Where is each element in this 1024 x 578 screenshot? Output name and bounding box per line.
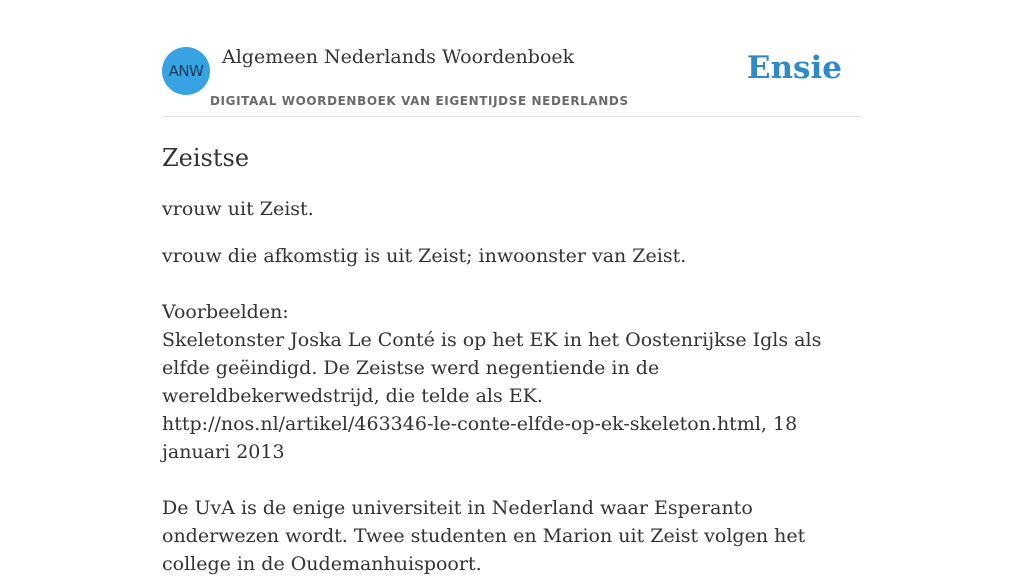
examples-heading: Voorbeelden: (162, 301, 289, 323)
example-text: De UvA is de enige universiteit in Nederland waar Esperanto onderwezen wordt. Twee studenten en Marion uit Zeist volgen het college in de Oudemanhuispoort. (162, 497, 806, 575)
spacer (162, 270, 862, 298)
spacer (162, 466, 862, 494)
entry-content (162, 242, 862, 578)
site-subtitle: DIGITAAL WOORDENBOEK VAN EIGENTIJDSE NEDERLANDS (210, 94, 629, 108)
site-title[interactable]: Algemeen Nederlands Woordenboek (222, 46, 575, 68)
logo-text: ANW (168, 62, 204, 80)
ensie-brand-link[interactable]: Ensie (746, 50, 842, 86)
entry-title: Zeistse (162, 144, 250, 172)
anw-logo[interactable] (162, 47, 210, 95)
site-header (162, 0, 862, 117)
example-source: http://nos.nl/artikel/463346-le-conte-elfde-op-ek-skeleton.html, 18 januari 2013 (162, 413, 798, 463)
definition: vrouw die afkomstig is uit Zeist; inwoonster van Zeist. (162, 245, 687, 267)
short-definition: vrouw uit Zeist. (162, 198, 314, 220)
example-text: Skeletonster Joska Le Conté is op het EK in het Oostenrijkse Igls als elfde geëindigd. De Zeistse werd negentiende in de wereldbekerwedstrijd, die telde als EK. (162, 329, 822, 407)
page (162, 0, 862, 578)
